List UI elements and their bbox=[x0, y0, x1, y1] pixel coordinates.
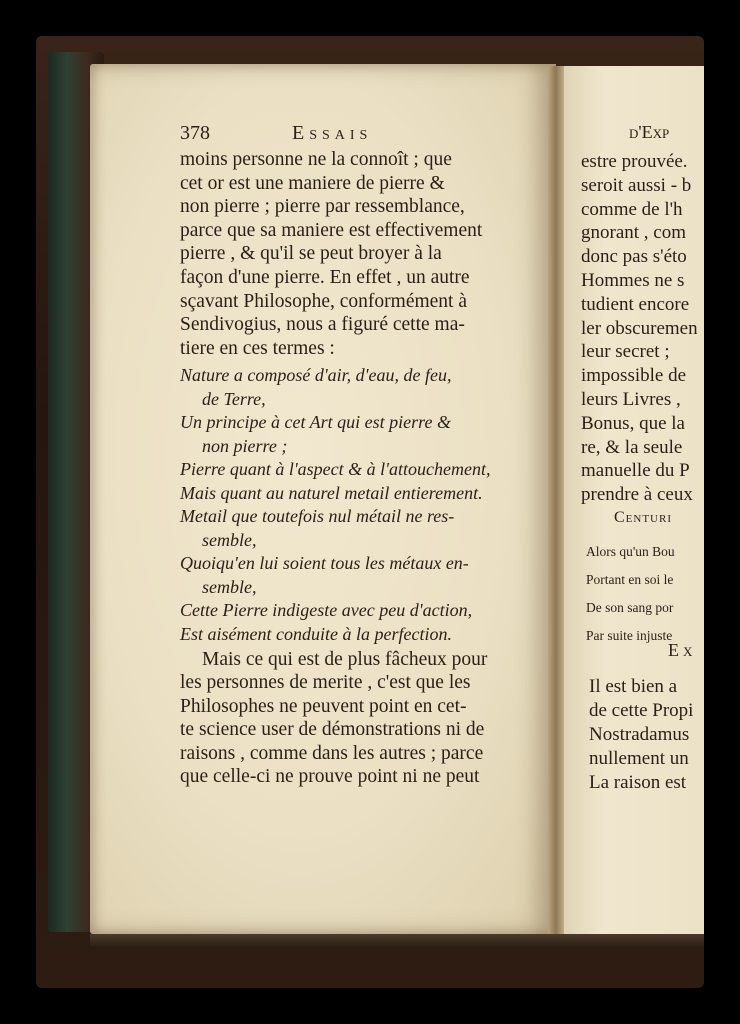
text-line: Nostradamus bbox=[589, 724, 690, 745]
text-line: que celle-ci ne prouve point ni ne peut bbox=[180, 765, 480, 787]
text-line: sçavant Philosophe, conformément à bbox=[180, 290, 468, 312]
explication-heading: Ex bbox=[668, 640, 697, 660]
page-number: 378 bbox=[180, 122, 210, 144]
text-line: de cette Propi bbox=[589, 700, 694, 721]
right-text-block bbox=[581, 150, 698, 507]
verse-line: Un principe à cet Art qui est pierre & bbox=[180, 412, 451, 432]
right-running-head: d'Exp bbox=[629, 122, 670, 142]
quatrain-line: Par suite injuste bbox=[586, 628, 673, 643]
text-line: moins personne ne la connoît ; que bbox=[180, 149, 452, 170]
running-title: Essais bbox=[292, 122, 373, 144]
text-line: Mais ce qui est de plus fâcheux pour bbox=[202, 649, 488, 670]
verse-block bbox=[180, 364, 525, 646]
verse-line: Pierre quant à l'aspect & à l'attouchement, bbox=[180, 459, 491, 479]
text-line: Philosophes ne peuvent point en cet- bbox=[180, 695, 467, 717]
quatrain-line: Alors qu'un Bou bbox=[586, 544, 675, 559]
text-line: Bonus, que la bbox=[581, 412, 685, 434]
text-line: leurs Livres , bbox=[581, 388, 681, 410]
text-line: comme de l'h bbox=[581, 198, 683, 220]
text-line: Hommes ne s bbox=[581, 269, 685, 291]
page-bottom-edge bbox=[90, 934, 704, 948]
text-line: ler obscuremen bbox=[581, 317, 698, 339]
text-line: La raison est bbox=[589, 772, 687, 793]
text-line: raisons , comme dans les autres ; parce bbox=[180, 742, 484, 764]
text-line: parce que sa maniere est effectivement bbox=[180, 219, 483, 241]
left-running-head bbox=[180, 122, 520, 150]
verse-line: Cette Pierre indigeste avec peu d'action, bbox=[180, 600, 473, 620]
verse-line: de Terre, bbox=[202, 388, 266, 409]
book-gutter bbox=[548, 66, 564, 936]
text-line: tiere en ces termes : bbox=[180, 337, 335, 359]
text-line: tudient encore bbox=[581, 293, 690, 315]
text-line: Il est bien a bbox=[589, 676, 678, 697]
verse-line: non pierre ; bbox=[202, 435, 288, 456]
text-line: manuelle du P bbox=[581, 460, 690, 482]
verse-line: semble, bbox=[202, 529, 257, 550]
text-line: leur secret ; bbox=[581, 341, 670, 363]
right-text-block-2 bbox=[589, 675, 693, 795]
text-line: seroit aussi - b bbox=[581, 174, 692, 196]
text-line: prendre à ceux bbox=[581, 484, 693, 506]
quatrain-line: De son sang por bbox=[586, 600, 674, 615]
text-line: impossible de bbox=[581, 365, 687, 387]
text-line: re, & la seule bbox=[581, 436, 683, 458]
verse-line: Nature a composé d'air, d'eau, de feu, bbox=[180, 365, 452, 385]
verse-line: Mais quant au naturel metail entierement. bbox=[180, 482, 483, 503]
text-line: te science user de démonstrations ni de bbox=[180, 719, 485, 741]
centurie-quatrain bbox=[586, 538, 675, 650]
text-line: cet or est une maniere de pierre & bbox=[180, 172, 445, 194]
text-line: Sendivogius, nous a figuré cette ma- bbox=[180, 314, 465, 336]
verse-line: semble, bbox=[202, 576, 257, 597]
quatrain-line: Portant en soi le bbox=[586, 572, 674, 587]
text-line: non pierre ; pierre par ressemblance, bbox=[180, 196, 465, 218]
text-line: pierre , & qu'il se peut broyer à la bbox=[180, 243, 442, 265]
text-line: façon d'une pierre. En effet , un autre bbox=[180, 266, 470, 288]
verse-line: Metail que toutefois nul métail ne res- bbox=[180, 506, 455, 526]
paragraph-2 bbox=[180, 648, 520, 788]
text-line: nullement un bbox=[589, 748, 689, 769]
verse-line: Quoiqu'en lui soient tous les métaux en- bbox=[180, 553, 469, 573]
text-line: estre prouvée. bbox=[581, 151, 688, 172]
paragraph-1 bbox=[180, 148, 520, 360]
text-line: gnorant , com bbox=[581, 222, 687, 244]
text-line: les personnes de merite , c'est que les bbox=[180, 672, 471, 694]
verse-line: Est aisément conduite à la perfection. bbox=[180, 623, 452, 644]
text-line: donc pas s'éto bbox=[581, 246, 687, 268]
centurie-heading: Centuri bbox=[614, 509, 672, 526]
